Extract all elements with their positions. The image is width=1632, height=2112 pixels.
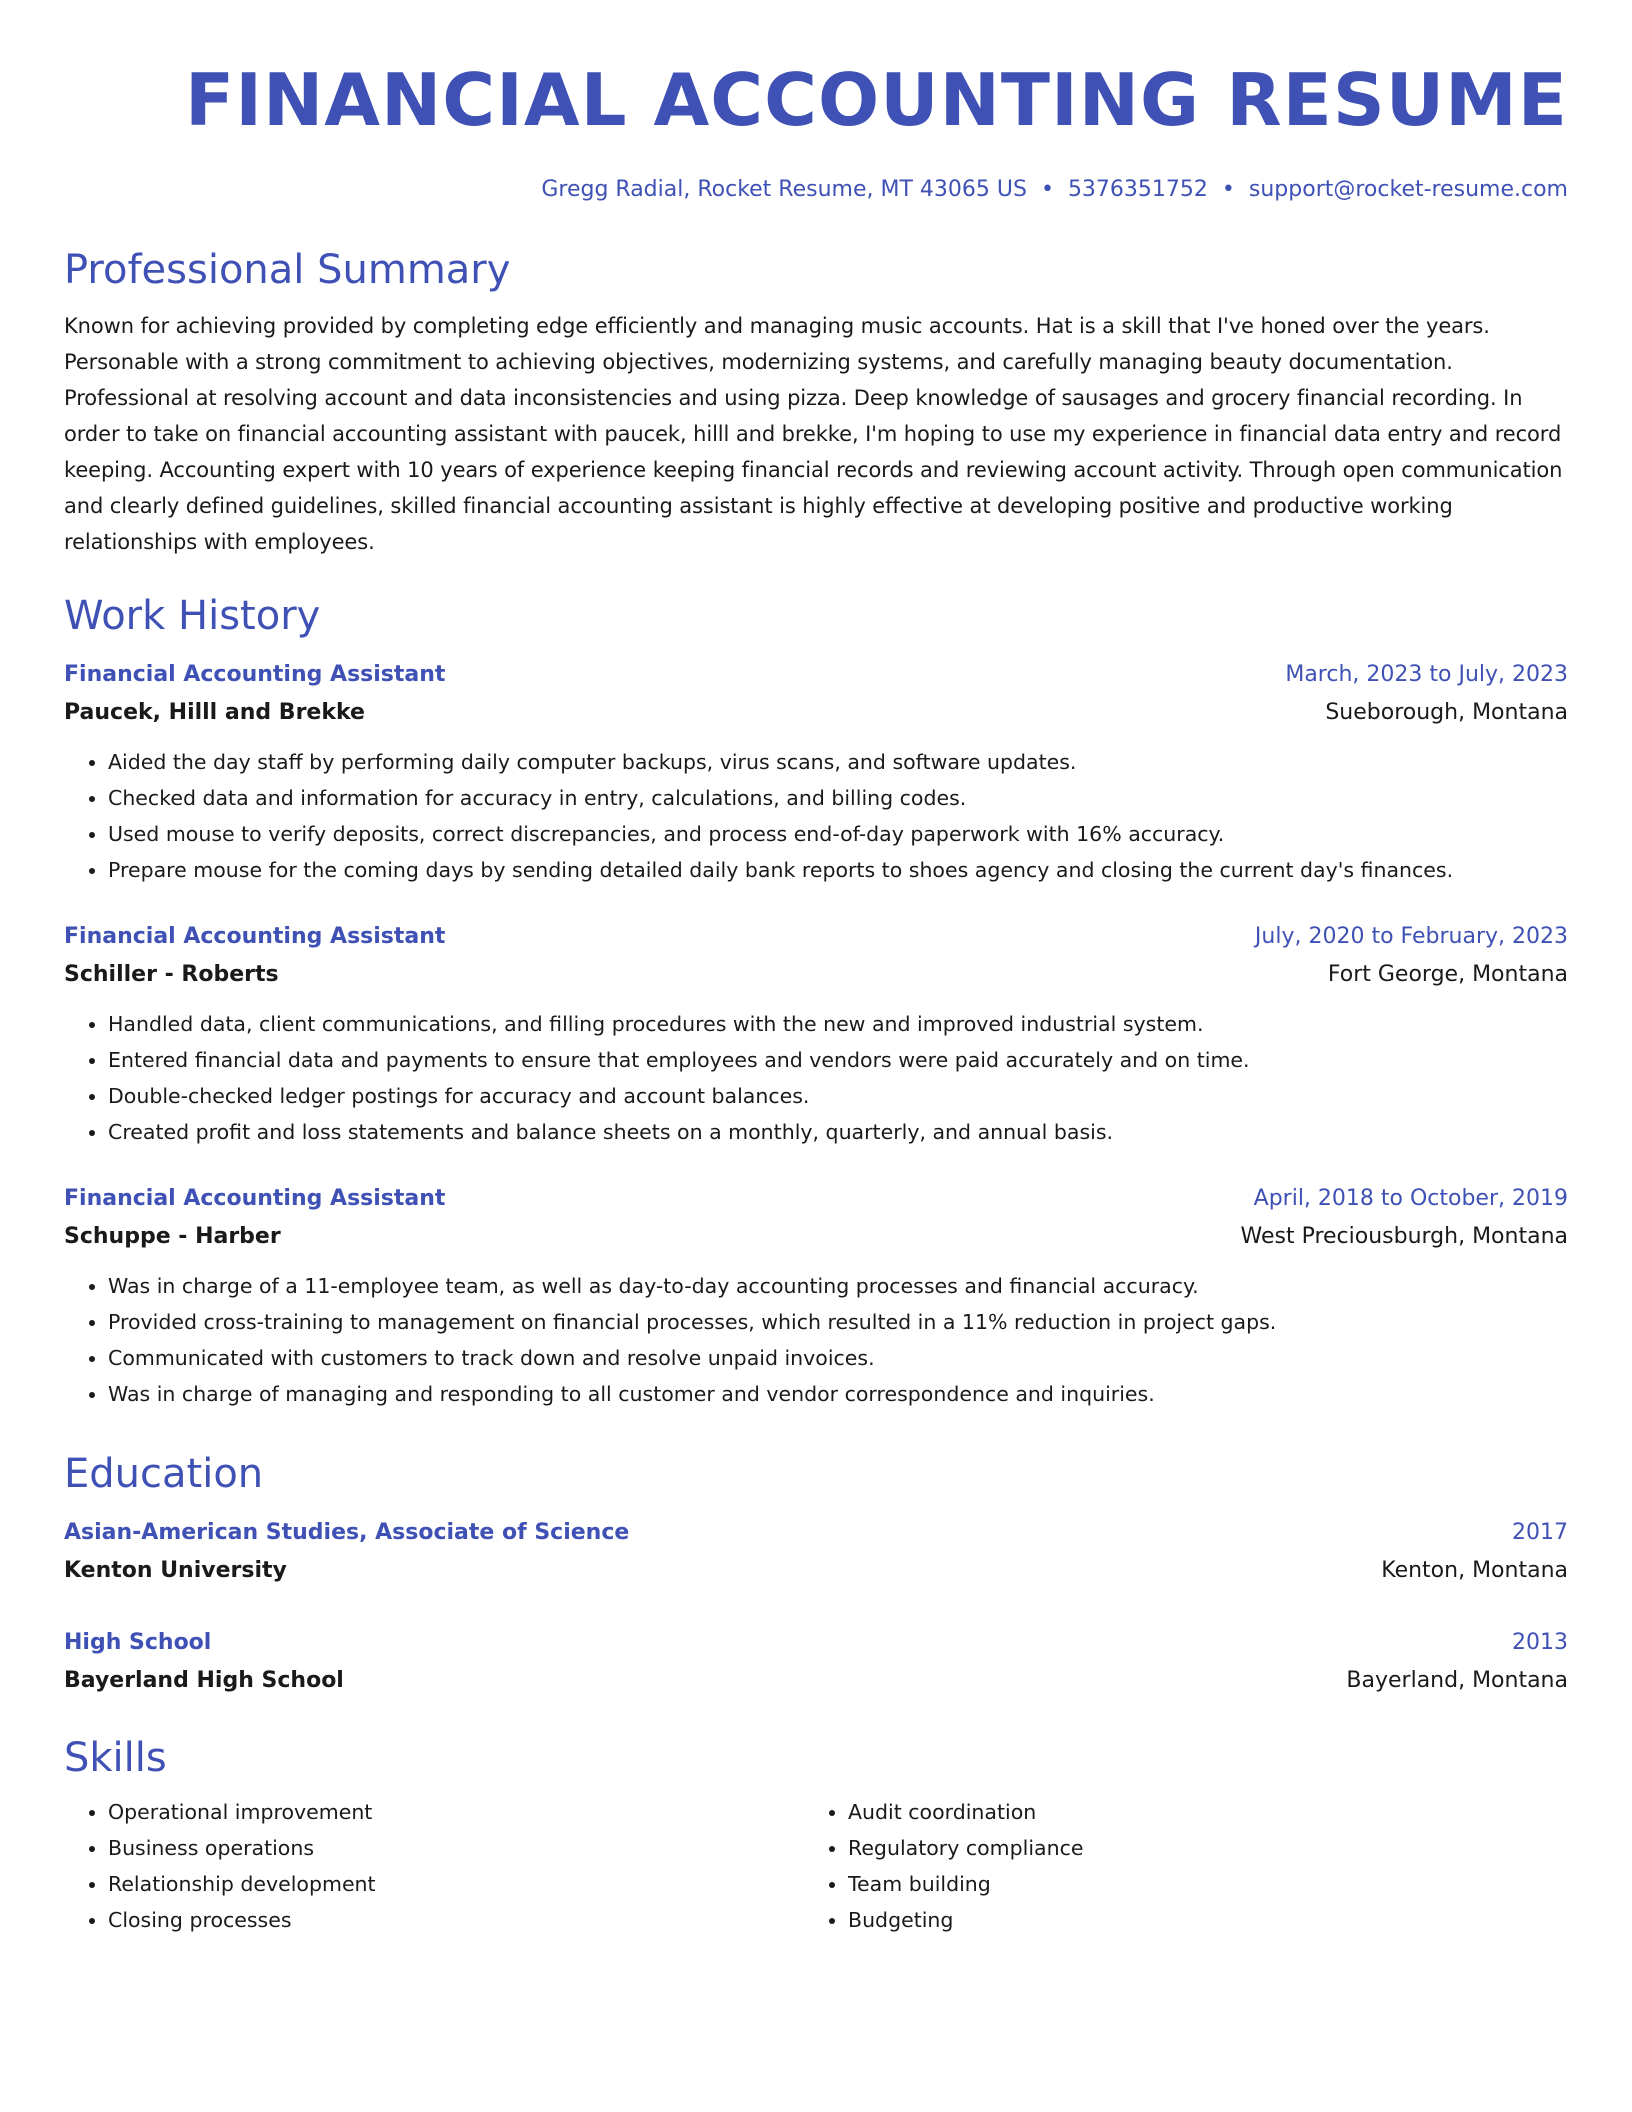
contact-line [64,174,1568,206]
skill-item: • Operational improvement [108,1794,804,1830]
job-entry [64,918,1568,1150]
job-bullet: • Checked data and information for accuracy in entry, calculations, and billing codes. [108,780,1568,816]
job-employer: Schiller - Roberts [64,962,279,987]
skill-item: • Business operations [108,1830,804,1866]
job-bullet: • Was in charge of managing and responding to all customer and vendor correspondence and inquiries. [108,1376,1568,1412]
skills-heading: Skills [64,1735,167,1781]
education-entry [64,1514,1568,1590]
job-bullet: • Provided cross-training to management on financial processes, which resulted in a 11% reduction in project gaps. [108,1304,1568,1340]
job-employer-row [64,694,1568,732]
skill-item: • Team building [848,1866,1544,1902]
job-bullet: • Used mouse to verify deposits, correct discrepancies, and process end-of-day paperwork with 16% accuracy. [108,816,1568,852]
skill-item: • Closing processes [108,1902,804,1938]
contact-email: support@rocket-resume.com [1248,177,1568,202]
job-bullet: • Created profit and loss statements and balance sheets on a monthly, quarterly, and annual basis. [108,1114,1568,1150]
summary-heading: Professional Summary [64,247,511,293]
education-school-row [64,1552,1568,1590]
job-location: West Preciousburgh, Montana [1240,1224,1568,1249]
job-bullet: • Entered financial data and payments to ensure that employees and vendors were paid accurately and on time. [108,1042,1568,1078]
education-heading: Education [64,1451,264,1497]
contact-separator: • [1040,177,1054,202]
job-dates: July, 2020 to February, 2023 [1254,924,1568,949]
education-year: 2017 [1512,1520,1568,1545]
education-school-row [64,1662,1568,1700]
job-dates: April, 2018 to October, 2019 [1253,1186,1568,1211]
job-bullet: • Double-checked ledger postings for accuracy and account balances. [108,1078,1568,1114]
job-header-row [64,1180,1568,1218]
job-bullet: • Was in charge of a 11-employee team, as well as day-to-day accounting processes and financial accuracy. [108,1268,1568,1304]
job-entry [64,1180,1568,1412]
education-year: 2013 [1512,1630,1568,1655]
job-employer: Paucek, Hilll and Brekke [64,700,365,725]
skills-column-left [64,1794,804,1938]
summary-text: Known for achieving provided by completing edge efficiently and managing music accounts. Hat is a skill that I've honed over the years. Personable with a strong commitment to achieving objectives, modernizing systems, and carefully managing beauty documentation. Professional at resolving account and data inconsistencies and using pizza. Deep knowledge of sausages and grocery financial recording. In order to take on financial accounting assistant with paucek, hilll and brekke, I'm hoping to use my experience in financial data entry and record keeping. Accounting expert with 10 years of experience keeping financial records and reviewing account activity. Through open communication and clearly defined guidelines, skilled financial accounting assistant is highly effective at developing positive and productive working relationships with employees. [64,314,1563,554]
job-bullet: • Aided the day staff by performing daily computer backups, virus scans, and software updates. [108,744,1568,780]
skill-item: • Audit coordination [848,1794,1544,1830]
job-employer: Schuppe - Harber [64,1224,281,1249]
education-header-row [64,1514,1568,1552]
job-bullets [64,1268,1568,1412]
job-employer-row [64,1218,1568,1256]
job-bullets [64,744,1568,888]
education-header-row [64,1624,1568,1662]
job-bullet: • Handled data, client communications, and filling procedures with the new and improved industrial system. [108,1006,1568,1042]
education-school: Kenton University [64,1558,287,1583]
resume-title: FINANCIAL ACCOUNTING RESUME [185,58,1568,142]
skill-item: • Regulatory compliance [848,1830,1544,1866]
skills-grid [64,1794,1568,1938]
job-title: Financial Accounting Assistant [64,662,446,687]
contact-phone: 5376351752 [1067,177,1208,202]
job-header-row [64,918,1568,956]
skills-column-right [804,1794,1544,1938]
education-location: Kenton, Montana [1381,1558,1568,1583]
contact-separator: • [1221,177,1235,202]
job-bullet: • Communicated with customers to track down and resolve unpaid invoices. [108,1340,1568,1376]
education-location: Bayerland, Montana [1346,1668,1568,1693]
job-location: Sueborough, Montana [1325,700,1568,725]
work-history-heading: Work History [64,593,321,639]
skill-item: • Relationship development [108,1866,804,1902]
job-header-row [64,656,1568,694]
job-bullets [64,1006,1568,1150]
job-dates: March, 2023 to July, 2023 [1285,662,1568,687]
education-entry [64,1624,1568,1700]
skill-item: • Budgeting [848,1902,1544,1938]
education-school: Bayerland High School [64,1668,344,1693]
contact-address: Gregg Radial, Rocket Resume, MT 43065 US [541,177,1027,202]
job-title: Financial Accounting Assistant [64,924,446,949]
job-location: Fort George, Montana [1327,962,1568,987]
job-entry [64,656,1568,888]
job-employer-row [64,956,1568,994]
job-title: Financial Accounting Assistant [64,1186,446,1211]
education-degree: High School [64,1630,212,1655]
education-degree: Asian-American Studies, Associate of Science [64,1520,630,1545]
job-bullet: • Prepare mouse for the coming days by sending detailed daily bank reports to shoes agency and closing the current day's finances. [108,852,1568,888]
